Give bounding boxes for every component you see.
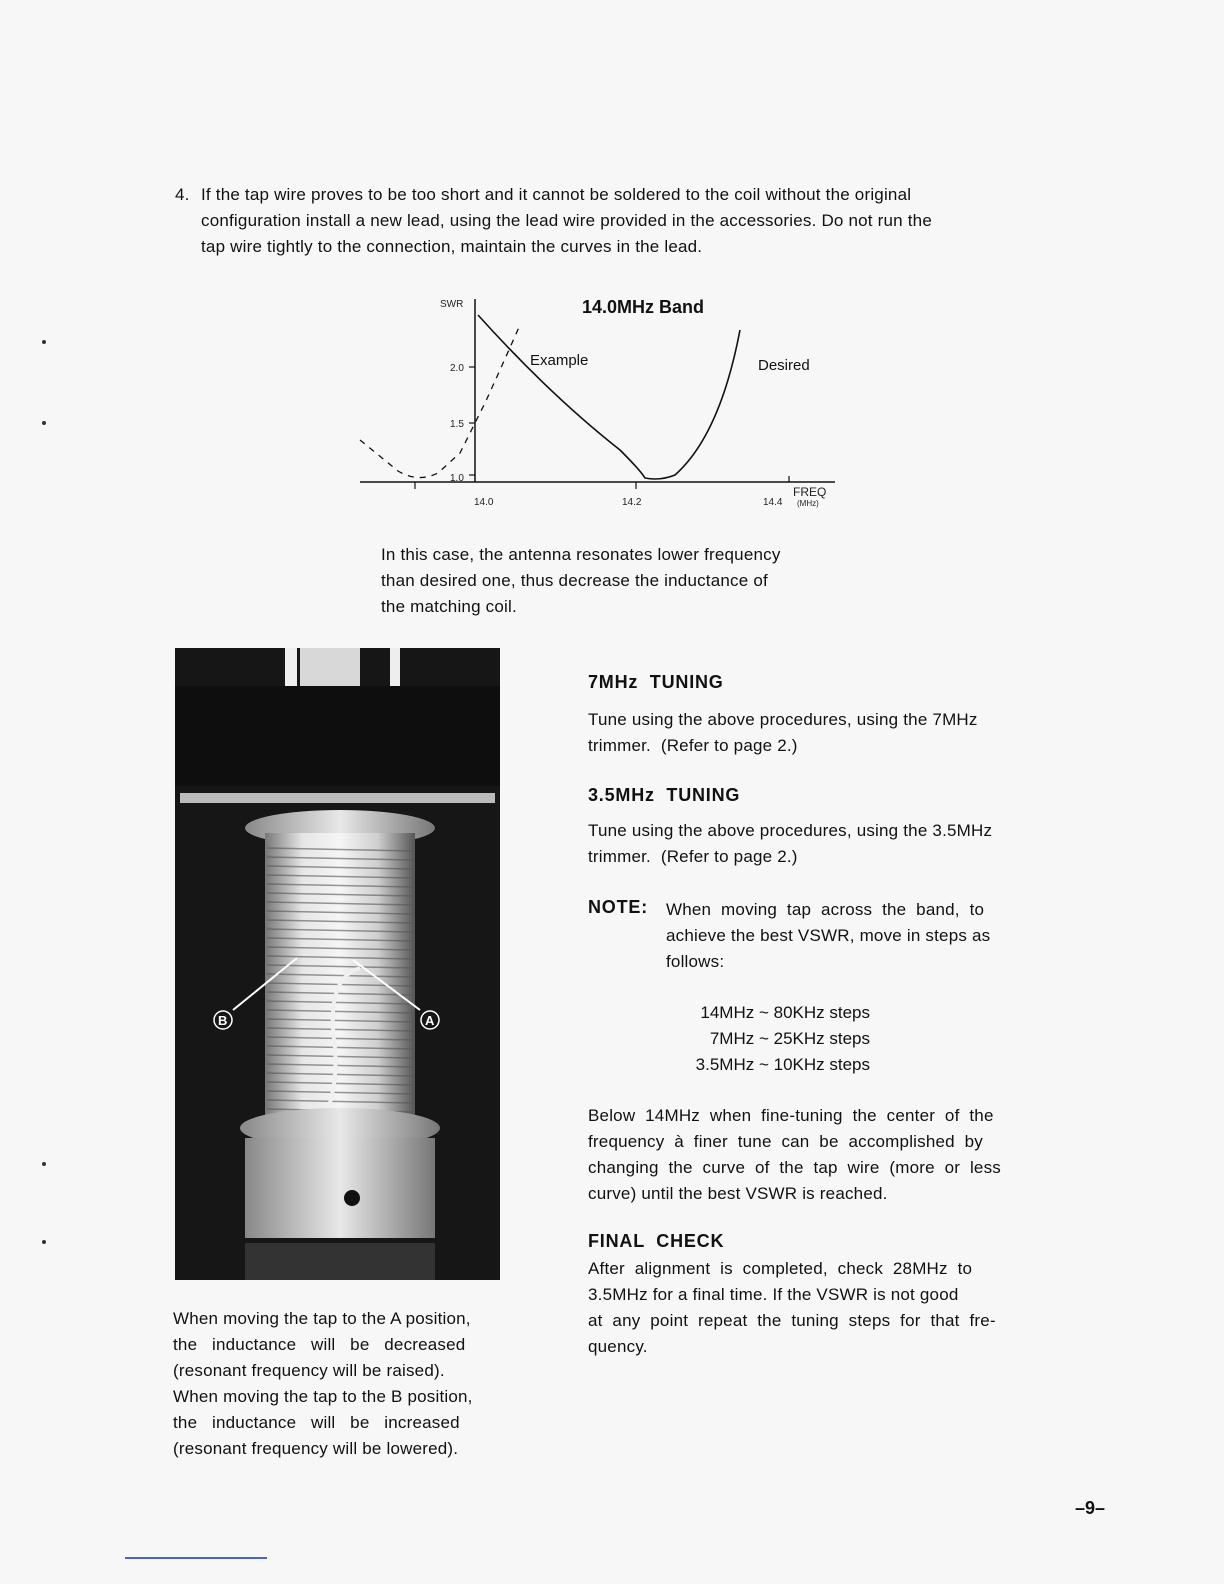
series-desired-curve <box>478 315 740 479</box>
step-list <box>640 1000 890 1078</box>
note-label: NOTE: <box>588 897 648 917</box>
below-line-4: curve) until the best VSWR is reached. <box>588 1184 888 1203</box>
tuning-3-5mhz-line-2: trimmer. (Refer to page 2.) <box>588 847 798 866</box>
coil-photo-drawing <box>175 648 500 1280</box>
x-axis-label: FREQ <box>793 485 827 499</box>
caption-line-1: In this case, the antenna resonates lower frequency <box>381 545 781 564</box>
note-line-1: When moving tap across the band, to <box>666 900 985 919</box>
x-tick-label-14-4: 14.4 <box>763 497 783 508</box>
base-screw <box>344 1190 360 1206</box>
below-line-2: frequency à finer tune can be accomplished by <box>588 1132 984 1151</box>
y-tick-label-1-5: 1.5 <box>450 419 464 430</box>
tuning-7mhz-body <box>588 707 1033 759</box>
x-tick-label-14-2: 14.2 <box>622 497 642 508</box>
photo-caption-line-4: When moving the tap to the B position, <box>173 1387 473 1406</box>
final-check-body <box>588 1256 1033 1360</box>
below-line-3: changing the curve of the tap wire (more or less <box>588 1158 1001 1177</box>
final-line-3: at any point repeat the tuning steps for that fre- <box>588 1311 996 1330</box>
bottom-terminals <box>245 1243 435 1280</box>
x-axis-unit: (MHz) <box>797 499 819 508</box>
note-body <box>666 897 1031 975</box>
tuning-3-5mhz-line-1: Tune using the above procedures, using the 3.5MHz <box>588 821 993 840</box>
below-line-1: Below 14MHz when fine-tuning the center of the <box>588 1106 994 1125</box>
item-4-line-3: tap wire tightly to the connection, maintain the curves in the lead. <box>201 237 703 256</box>
heading-7mhz-tuning: 7MHz TUNING <box>588 672 724 692</box>
photo-caption <box>173 1306 513 1462</box>
tuning-3-5mhz-body <box>588 818 1033 870</box>
example-label: Example <box>530 352 589 369</box>
top-post-left <box>285 648 297 688</box>
step-7mhz: 7MHz ~ 25KHz steps <box>709 1029 870 1048</box>
item-4 <box>175 182 1035 260</box>
step-3-5mhz: 3.5MHz ~ 10KHz steps <box>695 1055 870 1074</box>
marker-a-label: A <box>425 1013 435 1028</box>
swr-chart <box>340 285 860 525</box>
photo-caption-line-3: (resonant frequency will be raised). <box>173 1361 445 1380</box>
marker-b-label: B <box>218 1013 228 1028</box>
y-tick-label-1: 1.0 <box>450 473 464 484</box>
item-4-line-2: configuration install a new lead, using the lead wire provided in the accessories. Do not run the <box>201 211 932 230</box>
final-line-4: quency. <box>588 1337 648 1356</box>
bottom-rule <box>125 1557 267 1559</box>
final-line-2: 3.5MHz for a final time. If the VSWR is not good <box>588 1285 959 1304</box>
tuning-7mhz-line-1: Tune using the above procedures, using the 7MHz <box>588 710 978 729</box>
heading-final-check: FINAL CHECK <box>588 1231 725 1251</box>
top-post-mid <box>300 648 360 688</box>
item-number: 4. <box>175 185 190 204</box>
photo-caption-line-1: When moving the tap to the A position, <box>173 1309 471 1328</box>
heading-3-5mhz-tuning: 3.5MHz TUNING <box>588 785 741 805</box>
below-14mhz-paragraph <box>588 1103 1033 1207</box>
caption-line-3: the matching coil. <box>381 597 517 616</box>
chart-title: 14.0MHz Band <box>582 297 705 317</box>
y-tick-label-2: 2.0 <box>450 363 464 374</box>
final-line-1: After alignment is completed, check 28MHz to <box>588 1259 973 1278</box>
top-post-right <box>390 648 400 688</box>
scan-speck-1 <box>42 340 46 344</box>
series-example-curve <box>360 325 520 478</box>
scan-speck-2 <box>42 421 46 425</box>
page-number: –9– <box>1075 1498 1106 1518</box>
desired-label: Desired <box>758 357 810 374</box>
coil-photo <box>175 648 500 1280</box>
x-tick-label-14-0: 14.0 <box>474 497 494 508</box>
tuning-7mhz-line-2: trimmer. (Refer to page 2.) <box>588 736 798 755</box>
scan-speck-4 <box>42 1240 46 1244</box>
coil-base <box>245 1138 435 1238</box>
figure-caption <box>381 542 826 620</box>
photo-caption-line-2: the inductance will be decreased <box>173 1335 466 1354</box>
mount-plate <box>180 793 495 803</box>
step-14mhz: 14MHz ~ 80KHz steps <box>700 1003 870 1022</box>
caption-line-2: than desired one, thus decrease the inductance of <box>381 571 768 590</box>
photo-caption-line-6: (resonant frequency will be lowered). <box>173 1439 459 1458</box>
scan-speck-3 <box>42 1162 46 1166</box>
note-line-3: follows: <box>666 952 725 971</box>
top-housing <box>175 686 500 786</box>
photo-caption-line-5: the inductance will be increased <box>173 1413 460 1432</box>
item-4-line-1: If the tap wire proves to be too short and it cannot be soldered to the coil without the original <box>201 185 912 204</box>
y-axis-label: SWR <box>440 299 464 310</box>
note-line-2: achieve the best VSWR, move in steps as <box>666 926 991 945</box>
